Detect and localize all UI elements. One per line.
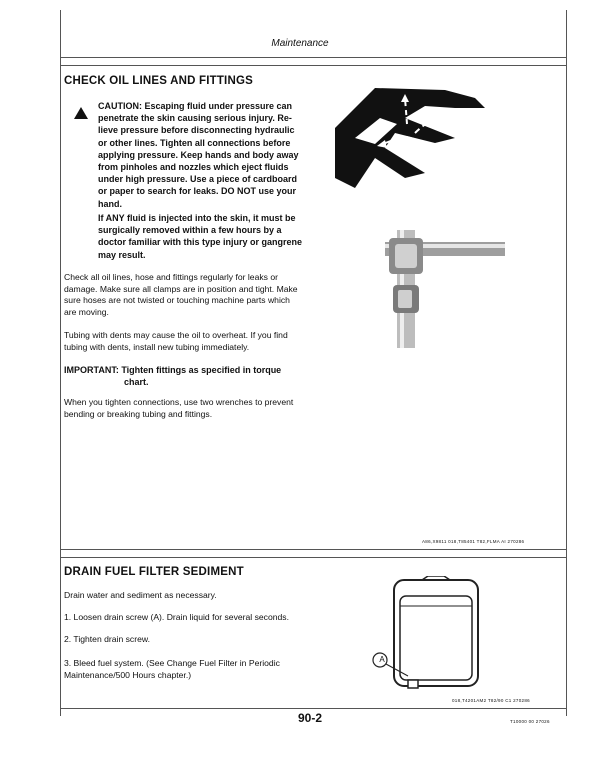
tubing-paragraph (64, 330, 316, 353)
section1-figure-ref: A86,X9811 018,T85401 T82,FLMA AI 270286 (422, 539, 525, 544)
paragraph-line: tubing with dents, install new tubing immediately. (64, 341, 250, 352)
important-note (64, 364, 316, 388)
paragraph-line: sure hoses are not twisted or touching machine parts which (64, 295, 290, 306)
page-header-title: Maintenance (271, 38, 329, 49)
caution-line: from pinholes and nozzles which eject fluids (98, 162, 289, 173)
paragraph-line: Check all oil lines, hose and fittings regularly for leaks or (64, 272, 278, 282)
caution-line: lieve pressure before disconnecting hydraulic (98, 125, 295, 136)
step-line: Maintenance/500 Hours chapter.) (64, 669, 192, 680)
caution-line: or other lines. Tighten all connections before (98, 137, 291, 148)
warning-line: If ANY fluid is injected into the skin, it must be (98, 213, 296, 223)
oil-lines-paragraph (64, 272, 316, 318)
section1-bottom-rule (60, 549, 567, 550)
important-text-cont: chart. (124, 377, 149, 387)
section2-top-rule (60, 557, 567, 558)
drain-intro: Drain water and sediment as necessary. (64, 590, 217, 600)
header-divider (60, 57, 567, 58)
caution-warning-icon (74, 107, 88, 119)
right-frame-line (566, 10, 567, 716)
callout-a-label: A (379, 655, 385, 664)
warning-line: doctor familiar with this type injury or gangrene (98, 237, 303, 248)
important-label: IMPORTANT: (64, 365, 119, 375)
wrench-fitting-illustration (385, 230, 505, 348)
section2-bottom-rule (60, 708, 567, 709)
caution-text (98, 100, 312, 210)
caution-line: hand. (98, 198, 122, 209)
section2-title: DRAIN FUEL FILTER SEDIMENT (64, 566, 244, 578)
fuel-filter-illustration (372, 576, 482, 692)
wrenches-paragraph (64, 397, 316, 420)
warning-line: surgically removed within a few hours by a (98, 225, 282, 236)
step-2: 2. Tighten drain screw. (64, 634, 150, 644)
caution-line: or paper to search for leaks. DO NOT use your (98, 186, 297, 197)
caution-line: under high pressure. Use a piece of cardboard (98, 174, 298, 185)
step-1: 1. Loosen drain screw (A). Drain liquid for several seconds. (64, 612, 289, 622)
warning-line: may result. (98, 249, 146, 260)
paragraph-line: bending or breaking tubing and fittings. (64, 408, 213, 419)
section1-top-rule (60, 65, 567, 66)
paragraph-line: are moving. (64, 306, 109, 317)
page-number: 90-2 (298, 711, 323, 725)
left-frame-line (60, 10, 61, 716)
important-text: Tighten fittings as specified in torque (121, 365, 282, 375)
caution-line: CAUTION: Escaping fluid under pressure can (98, 101, 293, 111)
footer-code: T10000 00 27026 (510, 719, 550, 724)
paragraph-line: When you tighten connections, use two wrenches to prevent (64, 397, 294, 407)
paragraph-line: Tubing with dents may cause the oil to overheat. If you find (64, 330, 288, 340)
section1-title: CHECK OIL LINES AND FITTINGS (64, 75, 253, 87)
caution-line: penetrate the skin causing serious injury. Re- (98, 113, 292, 124)
section2-figure-ref: 018,T4201AM2 T82/90 C1 270286 (452, 698, 530, 703)
step-line: 3. Bleed fuel system. (See Change Fuel Filter in Periodic (64, 658, 280, 668)
injection-warning-text (98, 212, 312, 261)
caution-line: applying pressure. Keep hands and body away (98, 149, 299, 160)
step-3 (64, 658, 280, 681)
hand-leak-illustration (335, 78, 485, 198)
paragraph-line: damage. Make sure all clamps are in position and tight. Make (64, 283, 298, 294)
